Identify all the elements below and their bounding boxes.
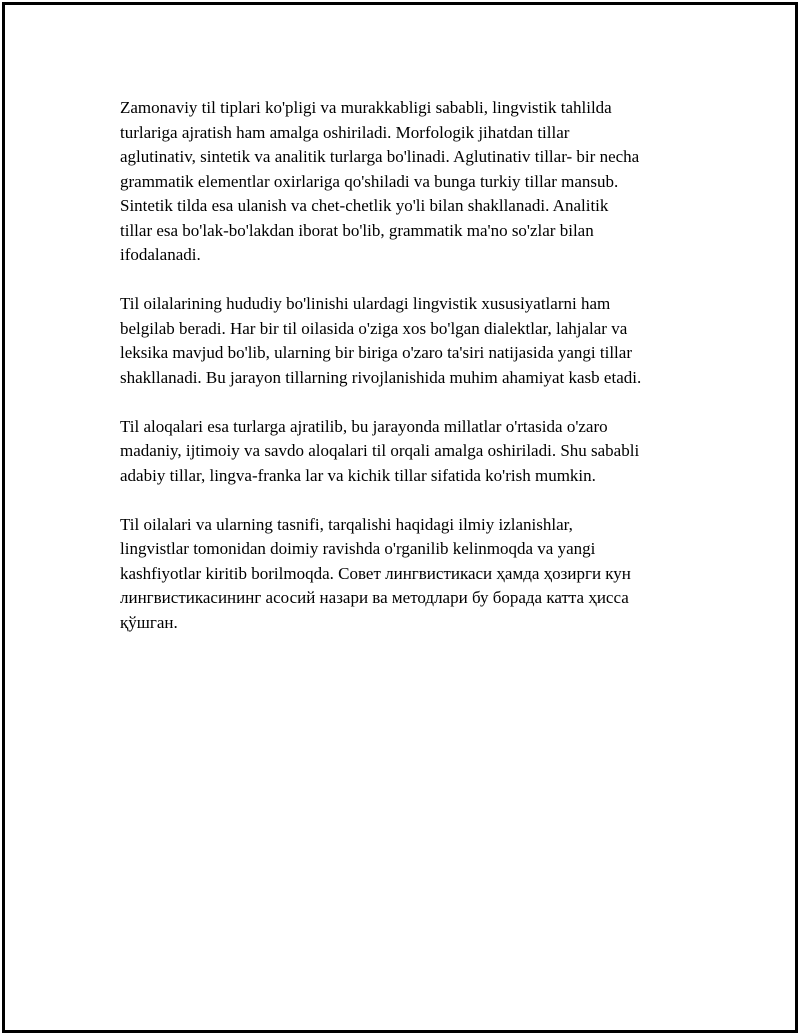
paragraph-4: Til oilalari va ularning tasnifi, tarqalishi haqidagi ilmiy izlanishlar, lingvistlar tomonidan doimiy ravishda o'rganilib kelinmoqda va yangi kashfiyotlar kiritib borilmoqda. Совет лингвистикаси ҳамда ҳозирги кун лингвистикасининг асосий назари ва методлари бу борада катта ҳисса қўшган. [120, 514, 631, 632]
paragraph-2: Til oilalarining hududiy bo'linishi ulardagi lingvistik xususiyatlarni ham belgilab beradi. Har bir til oilasida o'ziga xos bo'lgan dialektlar, lahjalar va leksika mavjud bo'lib, ularning bir biriga o'zaro ta'siri natijasida yangi tillar shakllanadi. Bu jarayon tillarning rivojlanishida muhim ahamiyat kasb etadi. [120, 294, 642, 387]
paragraph-3: Til aloqalari esa turlarga ajratilib, bu jarayonda millatlar o'rtasida o'zaro madaniy, ijtimoiy va savdo aloqalari til orqali amalga oshiriladi. Shu sababli adabiy tillar, lingva-franka lar va kichik tillar sifatida ko'rish mumkin. [120, 416, 640, 485]
paragraph-1: Zamonaviy til tiplari ko'pligi va murakkabligi sababli, lingvistik tahlilda turlariga ajratish ham amalga oshiriladi. Morfologik jihatdan tillar aglutinativ, sintetik va analitik turlarga bo'linadi. Aglutinativ tillar- bir necha grammatik elementlar oxirlariga qo'shiladi va bunga turkiy tillar mansub. Sintetik tilda esa ulanish va chet-chetlik yo'li bilan shakllanadi. Analitik tillar esa bo'lak-bo'lakdan iborat bo'lib, grammatik ma'no so'zlar bilan ifodalanadi. [120, 98, 640, 264]
document-body [120, 96, 700, 660]
document-page [2, 2, 798, 1033]
